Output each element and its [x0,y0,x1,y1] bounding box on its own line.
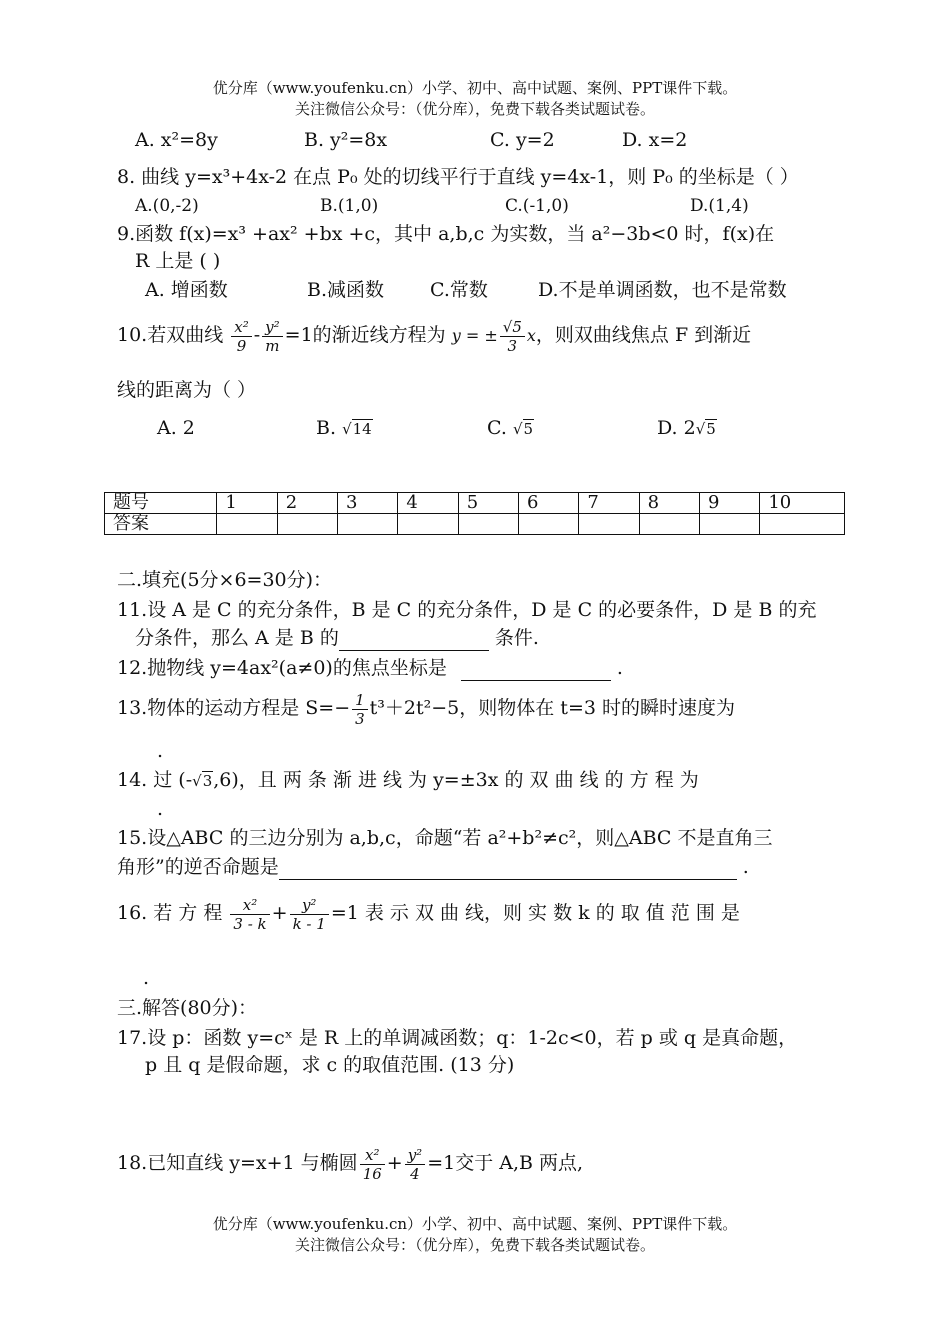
q10-asym-num: √5 [500,318,525,337]
answer-cell[interactable] [700,514,760,535]
q16-f2-den: k - 1 [292,914,326,933]
q11-line-2 [135,625,539,651]
q10-option-b [316,415,373,442]
q12-answer-blank[interactable] [461,660,611,681]
page-footer [0,1214,950,1256]
section-3-title: 三.解答(80分)： [117,997,258,1019]
q10-option-b-label: B. [316,417,337,439]
q10-asym-pre: y = ± [451,326,498,345]
q10-asym-post: x [526,326,536,345]
q11-line-1: 11.设 A 是 C 的充分条件，B 是 C 的充分条件，D 是 C 的必要条件，D 是 B 的充 [117,599,817,621]
question-number-cell: 9 [700,493,760,514]
q10-f2-num: y² [262,318,283,337]
answer-table [104,492,845,535]
q16-pre: 16. 若 方 程 [117,902,223,924]
sqrt-symbol: √5 [695,420,716,438]
question-number-cell: 5 [458,493,518,514]
answer-cell[interactable] [338,514,398,535]
q10-option-c-radicand: 5 [523,420,534,438]
q18-f2-den: 4 [410,1164,420,1183]
q18-f1-num: x² [360,1146,385,1165]
q12-end: . [616,657,623,679]
q12 [117,655,623,681]
q13-pre: 13.物体的运动方程是 S=− [117,697,351,719]
q10-option-d-radicand: 5 [706,420,716,438]
q8-option-b: B.(1,0) [320,196,379,216]
q10-option-c-label: C. [487,417,507,439]
header-line-2: 关注微信公众号：（优分库），免费下载各类试题试卷。 [294,100,655,118]
q10-f1-num: x² [231,318,251,337]
q16-f1-num: x² [230,896,269,915]
q10-option-c [487,415,534,442]
q10-option-d-label: D. 2 [657,417,696,439]
table-row [105,514,845,535]
question-number-cell: 8 [639,493,699,514]
q16-f2-num: y² [290,896,329,915]
q15-end: . [742,856,749,878]
q13-end: . [157,740,164,762]
section-2-title: 二.填充(5分×6=30分)： [117,569,333,591]
q7-option-d: D. x=2 [622,129,688,151]
answer-cell[interactable] [458,514,518,535]
q13-num: 1 [352,691,368,710]
q9-stem: 9.函数 f(x)=x³ +ax² +bx +c，其中 a,b,c 为实数，当 a²−3b<0 时，f(x)在 [117,223,775,245]
q9-option-c: C.常数 [430,279,488,301]
q8-option-d: D.(1,4) [690,196,749,216]
question-number-cell: 3 [338,493,398,514]
answer-cell[interactable] [277,514,337,535]
q15-line-1: 15.设△ABC 的三边分别为 a,b,c，命题“若 a²+b²≠c²，则△ABC 不是直角三 [117,827,773,849]
footer-line-2: 关注微信公众号：（优分库），免费下载各类试题试卷。 [294,1236,655,1254]
q10-fraction-x [231,318,251,355]
q16-fraction-x [230,896,269,933]
question-number-cell: 10 [760,493,845,514]
q10-mid: =1的渐近线方程为 [284,324,446,346]
q10-f2-den: m [265,336,280,355]
q11-answer-blank[interactable] [339,630,489,651]
q7-option-c: C. y=2 [490,129,555,151]
footer-line-1: 优分库（www.youfenku.cn）小学、初中、高中试题、案例、PPT课件下载。 [212,1215,738,1233]
q18-post: =1交于 A,B 两点, [427,1152,584,1174]
q18-f2-num: y² [405,1146,426,1165]
header-line-1: 优分库（www.youfenku.cn）小学、初中、高中试题、案例、PPT课件下载。 [212,79,738,97]
q8-option-a: A.(0,-2) [135,196,199,216]
q10-fraction-y [262,318,283,355]
q18-fraction-y [405,1146,426,1183]
q10-option-b-radicand: 14 [352,420,372,438]
q9-option-a: A. 增函数 [145,279,228,301]
q15-line-2 [117,854,749,880]
table-row [105,493,845,514]
q11-line-2a: 分条件，那么 A 是 B 的 [135,627,339,649]
answer-cell[interactable] [519,514,579,535]
q14-radicand: 3 [202,772,213,790]
q10-asym-fraction [500,318,525,355]
q10-f1-den: 9 [236,336,247,355]
q10-asym-den: 3 [507,336,518,355]
q9-stem-2: R 上是 ( ) [135,250,221,272]
q17-line-2: p 且 q 是假命题，求 c 的取值范围. (13 分) [145,1054,515,1076]
q10-pre: 10.若双曲线 [117,324,224,346]
q8-stem: 8. 曲线 y=x³+4x-2 在点 P₀ 处的切线平行于直线 y=4x-1，则 P₀ 的坐标是（ ） [117,166,799,188]
table-header-cell: 题号 [105,493,217,514]
sqrt-symbol: √5 [512,420,534,438]
q10-stem: 10.若双曲线 $\frac{\text{x²}}{9}$ - $\frac{\text{y²}}{m}$ =1的渐近线方程为 y = ± $\frac{√5}{3}$ x，则双曲线焦点 F 到渐近 [117,317,752,355]
q16-post: =1 表 示 双 曲 线，则 实 数 k 的 取 值 范 围 是 [330,902,740,924]
sqrt-symbol: √14 [342,420,372,438]
q7-option-b: B. y²=8x [304,129,388,151]
q10-option-a: A. 2 [157,417,195,439]
answer-cell[interactable] [760,514,845,535]
q15-line-2-text: 角形”的逆否命题是 [117,856,279,878]
q17-line-1: 17.设 p：函数 y=cˣ 是 R 上的单调减函数；q：1-2c<0，若 p 或 q 是真命题， [117,1027,798,1049]
q14-end: . [157,798,164,820]
q13 [117,688,735,728]
q10-option-d [657,415,717,442]
q14 [117,767,699,794]
q16 [117,890,740,936]
q15-answer-blank[interactable] [279,859,737,880]
q9-option-b: B.减函数 [307,279,385,301]
q13-fraction [352,691,368,728]
q18-plus: + [386,1152,403,1174]
q12-text: 12.抛物线 y=4ax²(a≠0)的焦点坐标是 [117,657,447,679]
q14-post: ,6)，且 两 条 渐 进 线 为 y=±3x 的 双 曲 线 的 方 程 为 [213,769,699,791]
q9-option-d: D.不是单调函数，也不是常数 [538,279,787,301]
question-number-cell: 4 [398,493,458,514]
q10-stem-2: 线的距离为（ ） [117,379,257,401]
q8-option-c: C.(-1,0) [505,196,569,216]
q18 [117,1140,583,1186]
q13-den: 3 [355,709,365,728]
q14-pre: 14. 过 (- [117,769,193,791]
q18-f1-den: 16 [362,1164,382,1183]
q16-end: . [143,967,150,989]
q10-post: ，则双曲线焦点 F 到渐近 [535,324,752,346]
q16-plus: + [271,902,288,924]
sqrt-symbol: √3 [192,772,213,790]
q16-fraction-y [290,896,329,933]
page-header [0,78,950,120]
q7-option-a: A. x²=8y [135,129,218,151]
question-number-cell: 1 [217,493,277,514]
table-header-cell: 答案 [105,514,217,535]
answer-cell[interactable] [579,514,639,535]
answer-cell[interactable] [217,514,277,535]
q18-pre: 18.已知直线 y=x+1 与椭圆 [117,1152,358,1174]
answer-cell[interactable] [639,514,699,535]
question-number-cell: 6 [519,493,579,514]
q16-f1-den: 3 - k [233,914,267,933]
question-number-cell: 7 [579,493,639,514]
answer-cell[interactable] [398,514,458,535]
question-number-cell: 2 [277,493,337,514]
q13-post: t³＋2t²−5，则物体在 t=3 时的瞬时速度为 [369,697,735,719]
q11-line-2b: 条件. [494,627,539,649]
q18-fraction-x [360,1146,385,1183]
